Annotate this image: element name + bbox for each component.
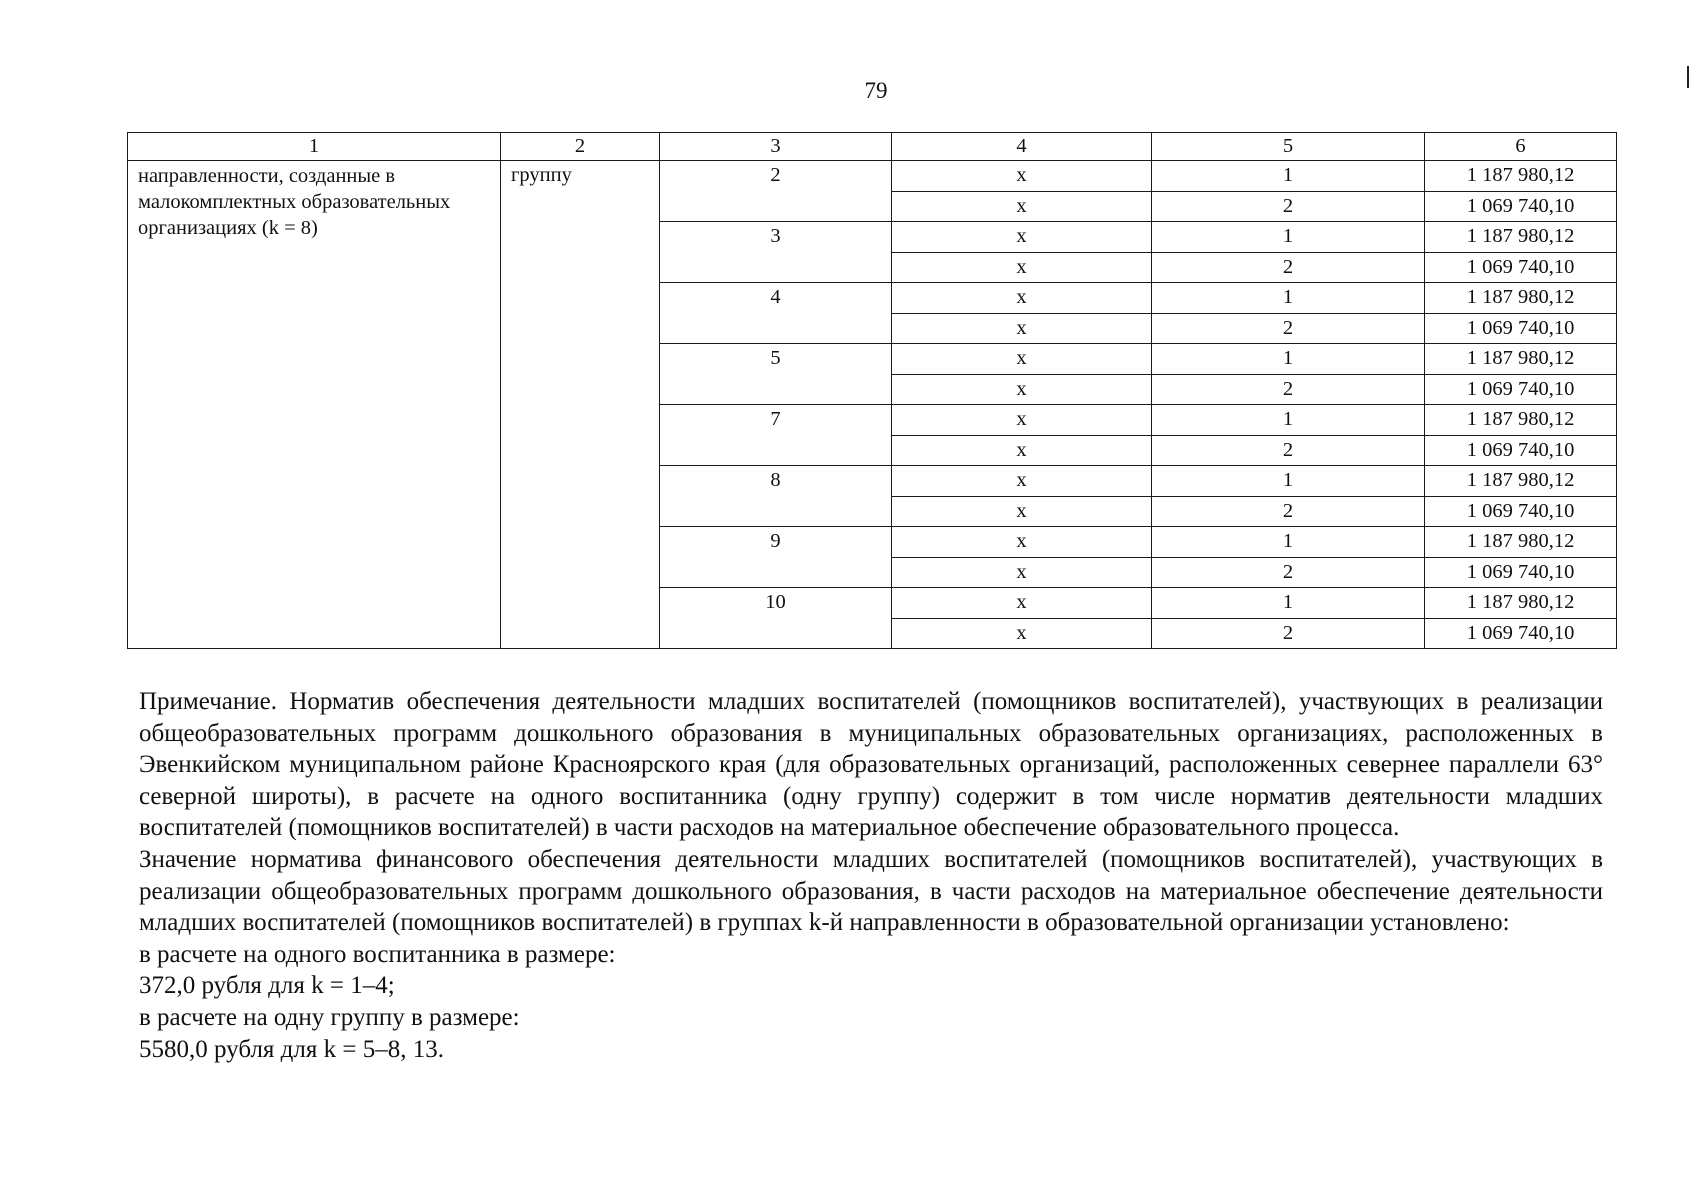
col4-value: x (892, 557, 1152, 588)
header-cell-3: 3 (660, 133, 892, 161)
col5-value: 1 (1152, 161, 1425, 192)
col3-value: 8 (660, 466, 892, 527)
table-header-row (128, 133, 1617, 161)
col4-value: x (892, 161, 1152, 192)
col4-value: x (892, 374, 1152, 405)
col5-value: 2 (1152, 374, 1425, 405)
col3-value: 7 (660, 405, 892, 466)
col6-amount: 1 187 980,12 (1425, 466, 1617, 497)
col5-value: 2 (1152, 618, 1425, 649)
col3-value: 10 (660, 588, 892, 649)
col5-value: 2 (1152, 313, 1425, 344)
note-paragraph-1: Примечание. Норматив обеспечения деятельности младших воспитателей (помощников воспитателей), участвующих в реализации общеобразовательных программ дошкольного образования в муниципальных образовательных организациях, расположенных в Эвенкийском муниципальном районе Красноярского края (для образовательных организаций, расположенных севернее параллели 63° северной широты), в расчете на одного воспитанника (одну группу) содержит в том числе норматив деятельности младших воспитателей (помощников воспитателей) в части расходов на материальное обеспечение образовательного процесса. (139, 688, 1603, 842)
col6-amount: 1 187 980,12 (1425, 344, 1617, 375)
note-line-per-group: в расчете на одну группу в размере: (139, 1003, 520, 1031)
col6-amount: 1 187 980,12 (1425, 161, 1617, 192)
col6-amount: 1 187 980,12 (1425, 405, 1617, 436)
col5-value: 1 (1152, 344, 1425, 375)
col5-value: 1 (1152, 588, 1425, 619)
col3-value: 3 (660, 222, 892, 283)
col5-value: 2 (1152, 252, 1425, 283)
col4-value: x (892, 435, 1152, 466)
row-description: направленности, созданные в малокомплектных образовательных организациях (k = 8) (128, 161, 501, 649)
col6-amount: 1 069 740,10 (1425, 496, 1617, 527)
col6-amount: 1 069 740,10 (1425, 618, 1617, 649)
note-line-per-group-value: 5580,0 рубля для k = 5–8, 13. (139, 1035, 444, 1063)
col4-value: x (892, 588, 1152, 619)
col5-value: 2 (1152, 435, 1425, 466)
col6-amount: 1 069 740,10 (1425, 435, 1617, 466)
col4-value: x (892, 344, 1152, 375)
col5-value: 2 (1152, 496, 1425, 527)
note-line-per-pupil: в расчете на одного воспитанника в размере: (139, 940, 616, 968)
col4-value: x (892, 313, 1152, 344)
col3-value: 5 (660, 344, 892, 405)
col5-value: 1 (1152, 283, 1425, 314)
col6-amount: 1 069 740,10 (1425, 313, 1617, 344)
col5-value: 2 (1152, 557, 1425, 588)
col4-value: x (892, 191, 1152, 222)
col5-value: 2 (1152, 191, 1425, 222)
col3-value: 9 (660, 527, 892, 588)
col6-amount: 1 187 980,12 (1425, 588, 1617, 619)
col4-value: x (892, 496, 1152, 527)
header-cell-1: 1 (128, 133, 501, 161)
col4-value: x (892, 527, 1152, 558)
col4-value: x (892, 405, 1152, 436)
scan-mark (1687, 66, 1689, 88)
col4-value: x (892, 618, 1152, 649)
col4-value: x (892, 252, 1152, 283)
col4-value: x (892, 222, 1152, 253)
col5-value: 1 (1152, 405, 1425, 436)
col6-amount: 1 187 980,12 (1425, 283, 1617, 314)
header-cell-2: 2 (501, 133, 660, 161)
norms-table (127, 132, 1617, 649)
col4-value: x (892, 466, 1152, 497)
table-body (128, 133, 1617, 649)
col5-value: 1 (1152, 222, 1425, 253)
col4-value: x (892, 283, 1152, 314)
note-block (139, 686, 1603, 1065)
col6-amount: 1 187 980,12 (1425, 527, 1617, 558)
col6-amount: 1 069 740,10 (1425, 557, 1617, 588)
col3-value: 2 (660, 161, 892, 222)
row-unit: группу (501, 161, 660, 649)
note-paragraph-2: Значение норматива финансового обеспечения деятельности младших воспитателей (помощников воспитателей), участвующих в реализации общеобразовательных программ дошкольного образования, в части расходов на материальное обеспечение деятельности младших воспитателей (помощников воспитателей) в группах k-й направленности в образовательной организации установлено: (139, 845, 1603, 937)
col5-value: 1 (1152, 466, 1425, 497)
col6-amount: 1 187 980,12 (1425, 222, 1617, 253)
col6-amount: 1 069 740,10 (1425, 191, 1617, 222)
col6-amount: 1 069 740,10 (1425, 252, 1617, 283)
col3-value: 4 (660, 283, 892, 344)
col5-value: 1 (1152, 527, 1425, 558)
note-line-per-pupil-value: 372,0 рубля для k = 1–4; (139, 972, 395, 1000)
col6-amount: 1 069 740,10 (1425, 374, 1617, 405)
page-number: 79 (864, 78, 888, 103)
table-row (128, 161, 1617, 192)
header-cell-5: 5 (1152, 133, 1425, 161)
header-cell-6: 6 (1425, 133, 1617, 161)
header-cell-4: 4 (892, 133, 1152, 161)
